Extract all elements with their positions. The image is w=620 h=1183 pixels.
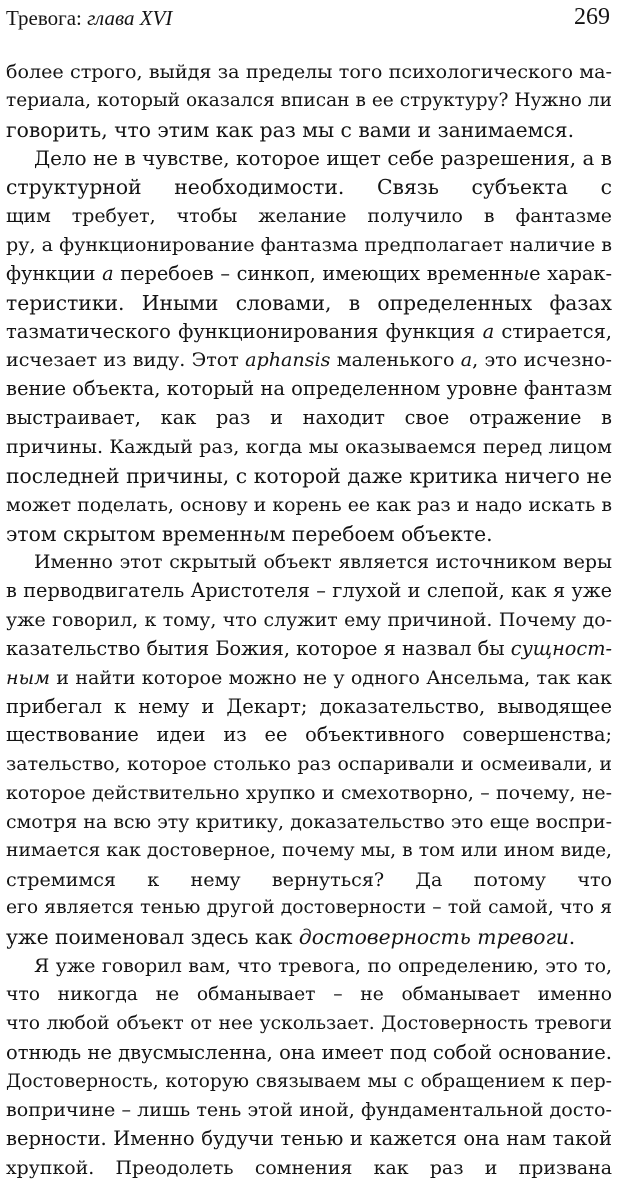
text-run: . xyxy=(568,925,576,950)
italic-run: сущност- xyxy=(510,636,612,660)
text-line: теристики. Иными словами, в определенных фазах xyxy=(6,290,612,315)
body-text xyxy=(6,58,612,1183)
text-line: отнюдь не двусмысленна, она имеет под собой основание. xyxy=(6,1040,612,1064)
text-line: причины. Каждый раз, когда мы оказываемся перед лицом xyxy=(6,434,612,458)
text-line: более строго, выйдя за пределы того психологического ма- xyxy=(6,60,612,83)
text-line: смотря на всю эту критику, доказательство это еще воспри- xyxy=(6,810,612,833)
text-run: функции xyxy=(6,261,103,285)
text-run: тазматического функционирования функция xyxy=(6,319,483,343)
text-line: может поделать, основу и корень ее как раз и надо искать в xyxy=(6,493,612,516)
text-run: этом скрытом временн xyxy=(6,521,254,546)
text-run: перебоев – синкоп, имеющих временн xyxy=(113,261,514,285)
chapter-title xyxy=(6,6,172,31)
text-run: е харак- xyxy=(529,261,612,285)
text-line: вопричине – лишь тень этой иной, фундаментальной досто- xyxy=(6,1098,612,1122)
italic-run: ы xyxy=(253,521,270,546)
text-line xyxy=(6,923,612,952)
text-line xyxy=(6,318,612,347)
text-line: ществование идеи из ее объективного совершенства; xyxy=(6,723,612,747)
chapter-title-regular: Тревога: xyxy=(6,6,88,30)
italic-run: ным xyxy=(6,665,50,689)
text-line: Я уже говорил вам, что тревога, по определению, это то, xyxy=(34,955,612,978)
text-line: вение объекта, который на определенном уровне фантазм xyxy=(6,377,612,401)
text-line: териала, который оказался вписан в ее структуру? Нужно ли xyxy=(6,89,612,111)
text-line xyxy=(6,346,612,375)
text-line: говорить, что этим как раз мы с вами и занимаемся. xyxy=(6,117,575,142)
text-line xyxy=(6,260,612,289)
text-line xyxy=(6,635,612,664)
text-run: уже поименовал здесь как xyxy=(6,925,299,950)
text-run: казательство бытия Божия, которое я назвал бы xyxy=(6,636,511,660)
text-line: Именно этот скрытый объект является источником веры xyxy=(34,551,612,574)
italic-run: а xyxy=(102,261,114,285)
text-line xyxy=(6,664,612,693)
text-run: м перебоем объекте. xyxy=(269,521,493,546)
text-line: Дело не в чувстве, которое ищет себе разрешения, а в xyxy=(34,146,612,170)
text-line: щим требует, чтобы желание получило в фантазме xyxy=(6,205,612,228)
text-line: в перводвигатель Аристотеля – глухой и слепой, как я уже xyxy=(6,579,612,603)
text-line: выстраивает, как раз и находит свое отражение в xyxy=(6,406,612,430)
text-line: последней причины, с которой даже критика ничего не xyxy=(6,463,612,488)
text-line xyxy=(6,520,612,549)
text-line: уже говорил, к тому, что служит ему причиной. Почему до- xyxy=(6,609,612,632)
page-number: 269 xyxy=(574,4,610,30)
running-head xyxy=(6,4,614,34)
chapter-title-italic: глава XVI xyxy=(87,6,173,30)
text-line: нимается как достоверное, почему мы, в том или ином виде, xyxy=(6,839,612,861)
text-line: стремимся к нему вернуться? Да потому что xyxy=(6,867,612,891)
text-run: исчезает из виду. Этот xyxy=(6,348,246,372)
text-line: структурной необходимости. Связь субъекта с xyxy=(6,175,612,200)
text-line: хрупкой. Преодолеть сомнения как раз и призвана xyxy=(6,1157,612,1180)
italic-run: достоверность тревоги xyxy=(298,925,569,950)
text-line: что любой объект от нее ускользает. Достоверность тревоги xyxy=(6,1012,612,1034)
text-line: ру, а функционирование фантазма предполагает наличие в xyxy=(6,233,612,257)
italic-run: а xyxy=(460,348,473,372)
text-line: его является тенью другой достоверности – той самой, что я xyxy=(6,897,612,919)
text-run: , это исчезно- xyxy=(472,348,612,372)
text-run: маленького xyxy=(330,348,461,372)
text-line: которое действительно хрупко и смехотворно, – почему, не- xyxy=(6,782,612,805)
italic-run: ы xyxy=(513,261,530,285)
text-line: что никогда не обманывает – не обманывает именно xyxy=(6,984,612,1005)
italic-run: а xyxy=(482,319,495,343)
text-line: зательство, которое столько раз оспаривали и осмеивали, и xyxy=(6,753,612,776)
text-line: прибегал к нему и Декарт; доказательство, выводящее xyxy=(6,694,612,718)
text-run: стирается, xyxy=(494,319,612,343)
text-line: верности. Именно будучи тенью и кажется она нам такой xyxy=(6,1127,612,1151)
text-run: и найти которое можно не у одного Ансельма, так как xyxy=(49,665,612,689)
italic-run: aphansis xyxy=(245,348,331,372)
text-line: Достоверность, которую связываем мы с обращением к пер- xyxy=(6,1070,612,1092)
